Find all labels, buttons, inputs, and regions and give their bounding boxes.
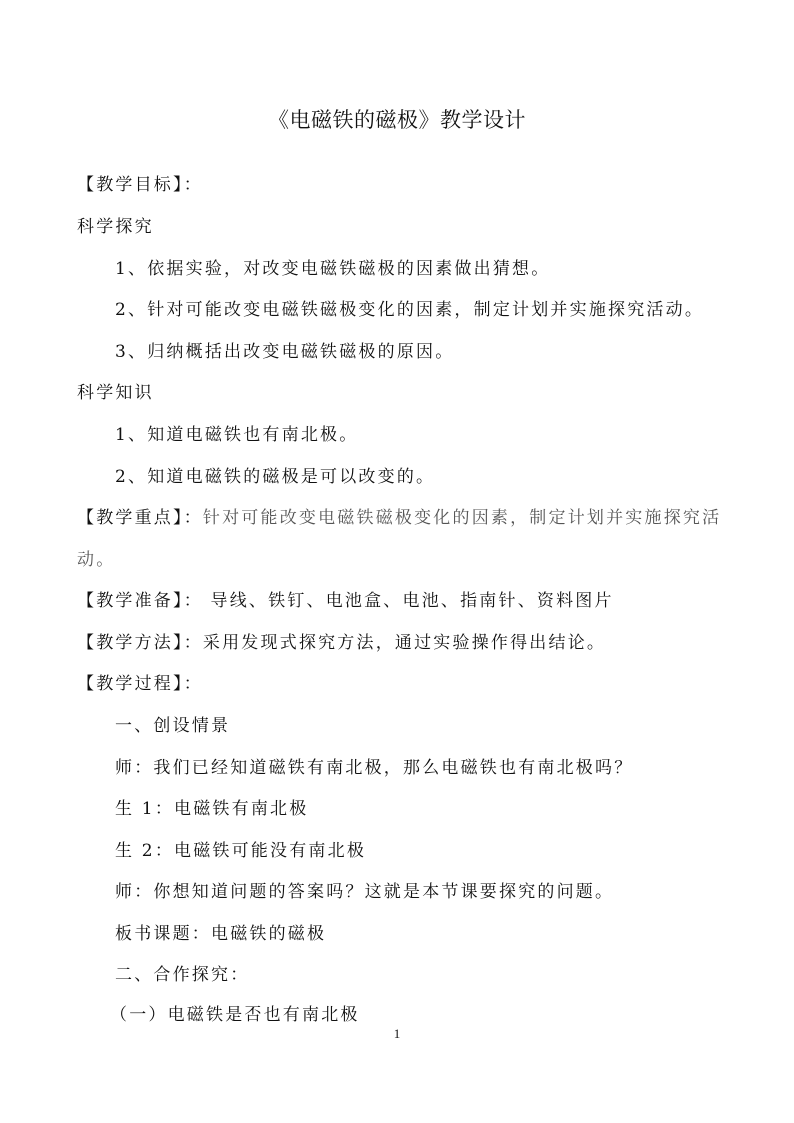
process-heading: 【教学过程】： <box>77 674 203 694</box>
objectives-heading: 【教学目标】： <box>77 175 203 195</box>
key-point-text-continued: 动。 <box>77 550 116 570</box>
page-number: 1 <box>393 1026 401 1041</box>
process-line: 板书课题：电磁铁的磁极 <box>115 924 327 944</box>
process-line: 生 1：电磁铁有南北极 <box>115 799 309 819</box>
knowledge-item: 1、知道电磁铁也有南北极。 <box>115 425 359 445</box>
key-point-label: 【教学重点】： <box>77 508 203 528</box>
key-point-paragraph <box>77 506 721 530</box>
preparation-label: 【教学准备】： <box>77 591 203 611</box>
inquiry-item: 3、归纳概括出改变电磁铁磁极的原因。 <box>115 342 455 362</box>
preparation-paragraph <box>77 589 614 613</box>
process-line: 师：我们已经知道磁铁有南北极，那么电磁铁也有南北极吗？ <box>115 758 634 778</box>
method-text: 采用发现式探究方法，通过实验操作得出结论。 <box>202 633 607 653</box>
process-line: 二、合作探究： <box>115 965 250 985</box>
document-title: 《电磁铁的磁极》教学设计 <box>268 108 526 132</box>
knowledge-item: 2、知道电磁铁的磁极是可以改变的。 <box>115 467 436 487</box>
inquiry-item: 1、依据实验，对改变电磁铁磁极的因素做出猜想。 <box>115 259 551 279</box>
process-line: 师：你想知道问题的答案吗？这就是本节课要探究的问题。 <box>115 882 615 902</box>
knowledge-heading: 科学知识 <box>77 383 154 403</box>
key-point-text: 针对可能改变电磁铁磁极变化的因素，制定计划并实施探究活 <box>202 508 722 528</box>
process-line: 一、创设情景 <box>115 716 231 736</box>
preparation-text: 导线、铁钉、电池盒、电池、指南针、资料图片 <box>202 591 614 611</box>
method-paragraph <box>77 631 606 655</box>
inquiry-item: 2、针对可能改变电磁铁磁极变化的因素，制定计划并实施探究活动。 <box>115 300 705 320</box>
process-line: 生 2：电磁铁可能没有南北极 <box>115 841 367 861</box>
method-label: 【教学方法】： <box>77 633 203 653</box>
process-line: （一）电磁铁是否也有南北极 <box>110 1005 360 1025</box>
inquiry-heading: 科学探究 <box>77 217 154 237</box>
